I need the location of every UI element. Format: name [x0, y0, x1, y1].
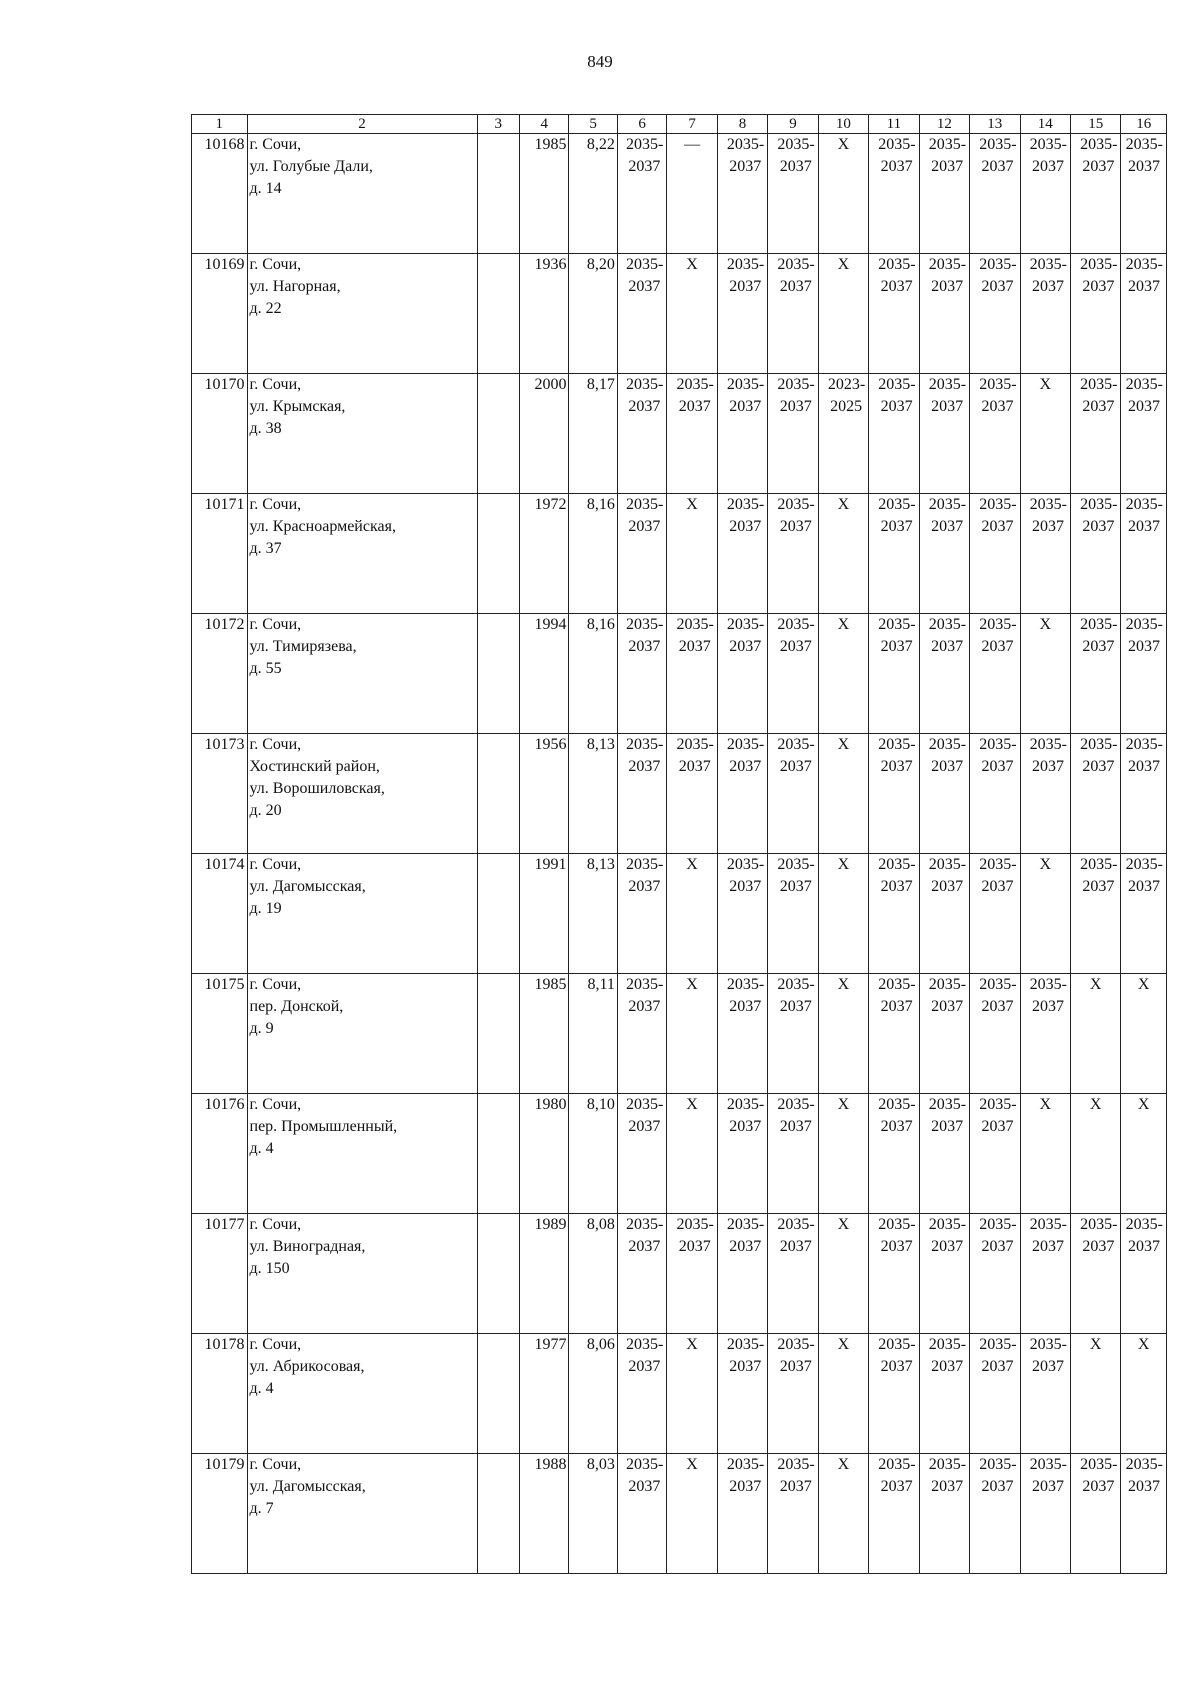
period-cell: 2035- 2037 — [717, 1094, 767, 1214]
year-cell: 1936 — [520, 254, 569, 374]
address-cell — [247, 974, 477, 1094]
period-cell: 2035- 2037 — [617, 1214, 666, 1334]
period-cell: 2035- 2037 — [1121, 734, 1167, 854]
period-cell: 2035- 2037 — [869, 734, 919, 854]
period-cell: 2035- 2037 — [1070, 614, 1120, 734]
period-cell: 2035- 2037 — [717, 134, 767, 254]
period-cell: 2035- 2037 — [970, 134, 1020, 254]
period-cell: 2035- 2037 — [717, 614, 767, 734]
period-cell: 2035- 2037 — [667, 374, 717, 494]
address-line: д. 14 — [249, 180, 282, 197]
period-cell: 2035- 2037 — [919, 134, 969, 254]
period-cell: 2035- 2037 — [1121, 1214, 1167, 1334]
mark-cell: X — [818, 1334, 868, 1454]
period-cell: 2035- 2037 — [919, 614, 969, 734]
address-line: ул. Виноградная, — [249, 1238, 366, 1255]
period-cell: 2035- 2037 — [970, 1334, 1020, 1454]
period-cell: 2035- 2037 — [717, 1334, 767, 1454]
period-cell: 2035- 2037 — [617, 494, 666, 614]
mark-cell: X — [1070, 1334, 1120, 1454]
address-cell — [247, 1214, 477, 1334]
period-cell: 2035- 2037 — [617, 1334, 666, 1454]
address-cell — [247, 254, 477, 374]
period-cell: 2035- 2037 — [869, 374, 919, 494]
period-cell: 2035- 2037 — [869, 614, 919, 734]
period-cell: 2035- 2037 — [1070, 374, 1120, 494]
period-cell: 2035- 2037 — [970, 1094, 1020, 1214]
mark-cell: X — [667, 1334, 717, 1454]
period-cell: 2035- 2037 — [768, 494, 818, 614]
year-cell: 1989 — [520, 1214, 569, 1334]
period-cell: 2035- 2037 — [869, 1454, 919, 1574]
column-3-cell — [477, 974, 519, 1094]
period-cell: 2035- 2037 — [1121, 854, 1167, 974]
address-line: ул. Дагомысская, — [249, 878, 366, 895]
column-header-8: 8 — [717, 115, 767, 134]
column-header-6: 6 — [617, 115, 666, 134]
index-cell: 8,03 — [569, 1454, 617, 1574]
address-line: г. Сочи, — [249, 1336, 302, 1353]
header-row — [192, 115, 1167, 134]
period-cell: 2035- 2037 — [617, 1094, 666, 1214]
index-cell: 8,13 — [569, 734, 617, 854]
mark-cell: X — [1070, 1094, 1120, 1214]
period-cell: 2035- 2037 — [919, 1334, 969, 1454]
address-line: д. 55 — [249, 660, 282, 677]
period-cell: 2035- 2037 — [869, 854, 919, 974]
column-3-cell — [477, 374, 519, 494]
column-3-cell — [477, 1454, 519, 1574]
period-cell: 2035- 2037 — [1121, 134, 1167, 254]
address-line: г. Сочи, — [249, 616, 302, 633]
index-cell: 8,17 — [569, 374, 617, 494]
index-cell: 8,08 — [569, 1214, 617, 1334]
period-cell: 2035- 2037 — [667, 1214, 717, 1334]
period-cell: 2035- 2037 — [1070, 854, 1120, 974]
period-cell: 2035- 2037 — [1020, 974, 1070, 1094]
period-cell: 2035- 2037 — [768, 1094, 818, 1214]
period-cell: 2035- 2037 — [1020, 1454, 1070, 1574]
period-cell: 2035- 2037 — [869, 974, 919, 1094]
index-cell: 8,16 — [569, 614, 617, 734]
row-id: 10177 — [192, 1214, 248, 1334]
address-line: пер. Донской, — [249, 998, 344, 1015]
row-id: 10169 — [192, 254, 248, 374]
table-row — [192, 1454, 1167, 1574]
mark-cell: X — [818, 1454, 868, 1574]
period-cell: 2035- 2037 — [919, 1094, 969, 1214]
mark-cell: X — [818, 614, 868, 734]
mark-cell: X — [667, 1454, 717, 1574]
year-cell: 1972 — [520, 494, 569, 614]
period-cell: 2035- 2037 — [1121, 254, 1167, 374]
page-number: 849 — [587, 52, 613, 71]
period-cell: 2035- 2037 — [1121, 494, 1167, 614]
row-id: 10173 — [192, 734, 248, 854]
index-cell: 8,11 — [569, 974, 617, 1094]
year-cell: 1980 — [520, 1094, 569, 1214]
column-header-5: 5 — [569, 115, 617, 134]
period-cell: 2035- 2037 — [667, 614, 717, 734]
address-cell — [247, 614, 477, 734]
period-cell: 2035- 2037 — [1020, 254, 1070, 374]
row-id: 10175 — [192, 974, 248, 1094]
address-cell — [247, 134, 477, 254]
table-row — [192, 854, 1167, 974]
period-cell: 2035- 2037 — [617, 974, 666, 1094]
period-cell: 2035- 2037 — [768, 374, 818, 494]
index-cell: 8,20 — [569, 254, 617, 374]
table-row — [192, 374, 1167, 494]
mark-cell: X — [1020, 1094, 1070, 1214]
period-cell: 2035- 2037 — [1020, 734, 1070, 854]
row-id: 10168 — [192, 134, 248, 254]
mark-cell: X — [667, 854, 717, 974]
address-cell — [247, 494, 477, 614]
mark-cell: X — [1121, 974, 1167, 1094]
address-line: ул. Абрикосовая, — [249, 1358, 365, 1375]
address-line: г. Сочи, — [249, 1216, 302, 1233]
mark-cell: X — [1121, 1094, 1167, 1214]
address-line: г. Сочи, — [249, 256, 302, 273]
address-line: ул. Красноармейская, — [249, 518, 396, 535]
period-cell: 2035- 2037 — [1070, 734, 1120, 854]
address-line: г. Сочи, — [249, 1096, 302, 1113]
period-cell: 2035- 2037 — [768, 254, 818, 374]
period-cell: 2035- 2037 — [970, 254, 1020, 374]
period-cell: 2035- 2037 — [717, 974, 767, 1094]
period-cell: 2035- 2037 — [970, 1454, 1020, 1574]
period-cell: 2035- 2037 — [617, 614, 666, 734]
row-id: 10178 — [192, 1334, 248, 1454]
mark-cell: X — [667, 1094, 717, 1214]
column-3-cell — [477, 734, 519, 854]
period-cell: 2035- 2037 — [919, 254, 969, 374]
mark-cell: X — [818, 734, 868, 854]
table-row — [192, 134, 1167, 254]
address-line: д. 20 — [249, 802, 282, 819]
address-line: Хостинский район, — [249, 758, 380, 775]
year-cell: 1977 — [520, 1334, 569, 1454]
column-header-10: 10 — [818, 115, 868, 134]
period-cell: 2035- 2037 — [717, 734, 767, 854]
period-cell: 2035- 2037 — [617, 374, 666, 494]
column-3-cell — [477, 1334, 519, 1454]
mark-cell: X — [818, 1214, 868, 1334]
period-cell: 2035- 2037 — [768, 1214, 818, 1334]
period-cell: 2035- 2037 — [617, 254, 666, 374]
address-line: д. 150 — [249, 1260, 290, 1277]
row-id: 10174 — [192, 854, 248, 974]
year-cell: 1988 — [520, 1454, 569, 1574]
table-row — [192, 734, 1167, 854]
period-cell: 2035- 2037 — [869, 134, 919, 254]
period-cell: 2035- 2037 — [970, 1214, 1020, 1334]
period-cell: 2035- 2037 — [1121, 374, 1167, 494]
row-id: 10171 — [192, 494, 248, 614]
column-header-3: 3 — [477, 115, 519, 134]
address-line: д. 4 — [249, 1380, 274, 1397]
year-cell: 1994 — [520, 614, 569, 734]
period-cell: 2035- 2037 — [717, 494, 767, 614]
period-cell: 2035- 2037 — [717, 254, 767, 374]
address-cell — [247, 374, 477, 494]
table-row — [192, 614, 1167, 734]
period-cell: 2035- 2037 — [869, 254, 919, 374]
mark-cell: X — [1020, 854, 1070, 974]
year-cell: 1985 — [520, 974, 569, 1094]
address-line: д. 7 — [249, 1500, 274, 1517]
column-header-2: 2 — [247, 115, 477, 134]
mark-cell: X — [1070, 974, 1120, 1094]
column-header-14: 14 — [1020, 115, 1070, 134]
year-cell: 1985 — [520, 134, 569, 254]
index-cell: 8,13 — [569, 854, 617, 974]
year-cell: 2000 — [520, 374, 569, 494]
column-header-1: 1 — [192, 115, 248, 134]
column-3-cell — [477, 1214, 519, 1334]
address-line: ул. Крымская, — [249, 398, 346, 415]
table-row — [192, 1094, 1167, 1214]
column-3-cell — [477, 614, 519, 734]
year-cell: 1956 — [520, 734, 569, 854]
mark-cell: X — [818, 854, 868, 974]
column-3-cell — [477, 494, 519, 614]
table-row — [192, 974, 1167, 1094]
period-cell: 2023- 2025 — [818, 374, 868, 494]
table-row — [192, 1214, 1167, 1334]
period-cell: 2035- 2037 — [970, 854, 1020, 974]
period-cell: 2035- 2037 — [919, 494, 969, 614]
period-cell: 2035- 2037 — [768, 974, 818, 1094]
period-cell: 2035- 2037 — [869, 494, 919, 614]
mark-cell: X — [1020, 374, 1070, 494]
column-header-9: 9 — [768, 115, 818, 134]
table-row — [192, 494, 1167, 614]
row-id: 10179 — [192, 1454, 248, 1574]
address-line: ул. Дагомысская, — [249, 1478, 366, 1495]
period-cell: 2035- 2037 — [768, 614, 818, 734]
period-cell: 2035- 2037 — [919, 974, 969, 1094]
address-line: ул. Голубые Дали, — [249, 158, 373, 175]
index-cell: 8,16 — [569, 494, 617, 614]
period-cell: 2035- 2037 — [970, 734, 1020, 854]
address-line: г. Сочи, — [249, 736, 302, 753]
mark-cell: X — [667, 494, 717, 614]
address-line: г. Сочи, — [249, 976, 302, 993]
period-cell: 2035- 2037 — [768, 1454, 818, 1574]
column-3-cell — [477, 254, 519, 374]
period-cell: 2035- 2037 — [667, 734, 717, 854]
column-header-11: 11 — [869, 115, 919, 134]
mark-cell: X — [818, 134, 868, 254]
address-line: г. Сочи, — [249, 1456, 302, 1473]
address-line: ул. Ворошиловская, — [249, 780, 385, 797]
column-header-13: 13 — [970, 115, 1020, 134]
period-cell: 2035- 2037 — [617, 134, 666, 254]
address-line: д. 9 — [249, 1020, 274, 1037]
period-cell: 2035- 2037 — [919, 1214, 969, 1334]
address-cell — [247, 1094, 477, 1214]
column-header-15: 15 — [1070, 115, 1120, 134]
period-cell: 2035- 2037 — [1020, 1334, 1070, 1454]
period-cell: 2035- 2037 — [1020, 494, 1070, 614]
period-cell: 2035- 2037 — [919, 734, 969, 854]
column-3-cell — [477, 1094, 519, 1214]
mark-cell: X — [818, 254, 868, 374]
period-cell: 2035- 2037 — [1070, 1454, 1120, 1574]
period-cell: 2035- 2037 — [717, 374, 767, 494]
period-cell: 2035- 2037 — [768, 854, 818, 974]
row-id: 10172 — [192, 614, 248, 734]
address-cell — [247, 854, 477, 974]
period-cell: 2035- 2037 — [617, 1454, 666, 1574]
period-cell: 2035- 2037 — [617, 854, 666, 974]
period-cell: 2035- 2037 — [869, 1094, 919, 1214]
address-line: д. 37 — [249, 540, 282, 557]
period-cell: 2035- 2037 — [1070, 1214, 1120, 1334]
period-cell: 2035- 2037 — [1121, 1454, 1167, 1574]
index-cell: 8,06 — [569, 1334, 617, 1454]
address-line: д. 38 — [249, 420, 282, 437]
column-header-12: 12 — [919, 115, 969, 134]
period-cell: 2035- 2037 — [717, 1454, 767, 1574]
row-id: 10170 — [192, 374, 248, 494]
period-cell: 2035- 2037 — [717, 854, 767, 974]
period-cell: 2035- 2037 — [869, 1334, 919, 1454]
mark-cell: X — [818, 974, 868, 1094]
mark-cell: X — [818, 494, 868, 614]
period-cell: 2035- 2037 — [617, 734, 666, 854]
mark-cell: X — [667, 254, 717, 374]
address-line: д. 22 — [249, 300, 282, 317]
address-cell — [247, 734, 477, 854]
column-3-cell — [477, 134, 519, 254]
address-line: г. Сочи, — [249, 496, 302, 513]
index-cell: 8,10 — [569, 1094, 617, 1214]
period-cell: 2035- 2037 — [1070, 254, 1120, 374]
table-row — [192, 1334, 1167, 1454]
column-3-cell — [477, 854, 519, 974]
period-cell: 2035- 2037 — [869, 1214, 919, 1334]
column-header-16: 16 — [1121, 115, 1167, 134]
period-cell: 2035- 2037 — [970, 614, 1020, 734]
address-line: г. Сочи, — [249, 136, 302, 153]
year-cell: 1991 — [520, 854, 569, 974]
period-cell: 2035- 2037 — [1020, 134, 1070, 254]
index-cell: 8,22 — [569, 134, 617, 254]
address-line: ул. Нагорная, — [249, 278, 341, 295]
address-line: ул. Тимирязева, — [249, 638, 357, 655]
period-cell: 2035- 2037 — [768, 134, 818, 254]
mark-cell: X — [1121, 1334, 1167, 1454]
address-line: пер. Промышленный, — [249, 1118, 398, 1135]
column-header-7: 7 — [667, 115, 717, 134]
address-cell — [247, 1454, 477, 1574]
mark-cell: X — [818, 1094, 868, 1214]
row-id: 10176 — [192, 1094, 248, 1214]
mark-cell: X — [1020, 614, 1070, 734]
period-cell: 2035- 2037 — [919, 1454, 969, 1574]
address-cell — [247, 1334, 477, 1454]
column-header-4: 4 — [520, 115, 569, 134]
period-cell: 2035- 2037 — [1070, 134, 1120, 254]
table-body — [192, 134, 1167, 1574]
period-cell: 2035- 2037 — [768, 1334, 818, 1454]
period-cell: 2035- 2037 — [919, 854, 969, 974]
address-line: г. Сочи, — [249, 376, 302, 393]
period-cell: 2035- 2037 — [970, 374, 1020, 494]
period-cell: 2035- 2037 — [717, 1214, 767, 1334]
address-line: д. 19 — [249, 900, 282, 917]
period-cell: 2035- 2037 — [970, 974, 1020, 1094]
period-cell: 2035- 2037 — [970, 494, 1020, 614]
period-cell: 2035- 2037 — [768, 734, 818, 854]
address-line: д. 4 — [249, 1140, 274, 1157]
register-table — [191, 114, 1167, 1574]
period-cell: 2035- 2037 — [1020, 1214, 1070, 1334]
table-row — [192, 254, 1167, 374]
address-line: г. Сочи, — [249, 856, 302, 873]
period-cell: 2035- 2037 — [1070, 494, 1120, 614]
mark-cell: — — [667, 134, 717, 254]
period-cell: 2035- 2037 — [919, 374, 969, 494]
mark-cell: X — [667, 974, 717, 1094]
period-cell: 2035- 2037 — [1121, 614, 1167, 734]
